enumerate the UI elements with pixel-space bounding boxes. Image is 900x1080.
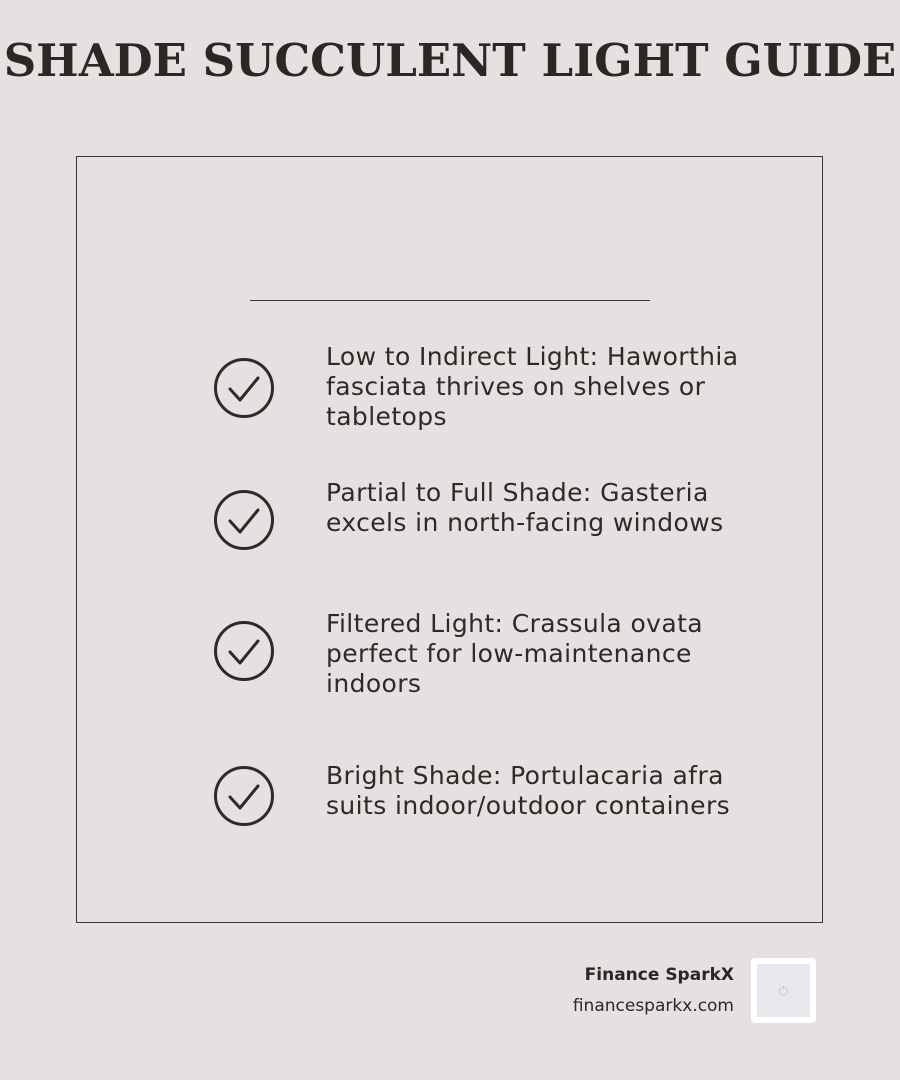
brand-url[interactable]: financesparkx.com	[572, 996, 734, 1016]
checkmark-circle-icon	[213, 620, 275, 682]
divider	[250, 300, 650, 301]
guide-card	[76, 156, 823, 923]
logo-mark-icon	[778, 985, 789, 996]
checkmark-circle-icon	[213, 765, 275, 827]
brand-logo-icon[interactable]	[751, 958, 816, 1023]
checkmark-circle-icon	[213, 489, 275, 551]
list-item-text: Low to Indirect Light: Haworthia fasciata thrives on shelves or tabletops	[326, 342, 739, 431]
list-item-text: Bright Shade: Portulacaria afra suits indoor/outdoor containers	[326, 761, 731, 820]
page-title: SHADE SUCCULENT LIGHT GUIDE	[3, 34, 897, 87]
brand-name: Finance SparkX	[584, 965, 734, 985]
logo-background	[757, 964, 810, 1017]
list-item-text: Filtered Light: Crassula ovata perfect for low-maintenance indoors	[326, 609, 704, 698]
checkmark-circle-icon	[213, 357, 275, 419]
list-item-text: Partial to Full Shade: Gasteria excels in north-facing windows	[326, 478, 724, 537]
